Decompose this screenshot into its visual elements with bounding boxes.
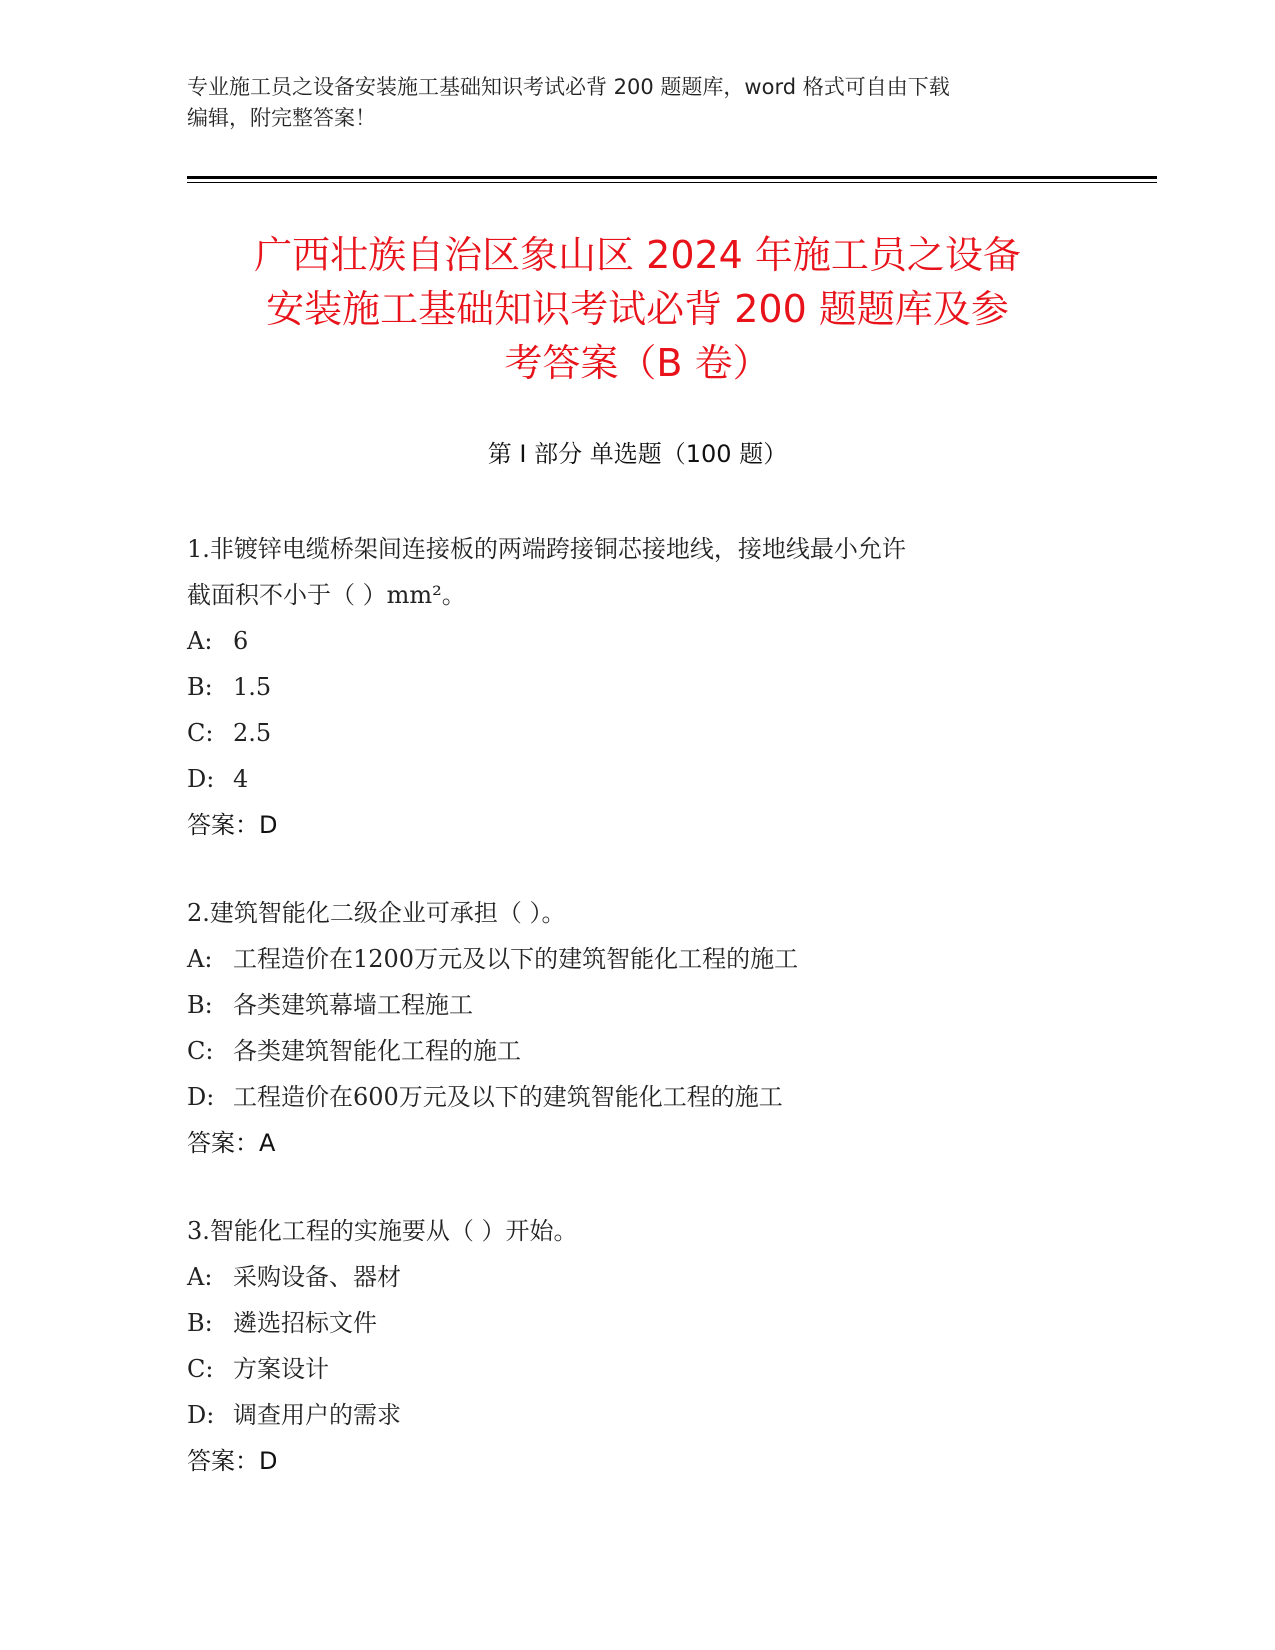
intro-line-2: 编辑，附完整答案！ [187, 106, 376, 130]
option-letter: C: [187, 719, 214, 747]
option-text: 4 [233, 765, 249, 793]
option-letter: C: [187, 1037, 214, 1065]
option-letter: D: [187, 1083, 215, 1111]
option-letter: A: [187, 1263, 213, 1291]
title-line-2: 安装施工基础知识考试必背 200 题题库及参 [266, 287, 1009, 331]
option-d [187, 1074, 1087, 1120]
option-b [187, 982, 1087, 1028]
option-a [187, 936, 1087, 982]
option-letter: C: [187, 1355, 214, 1383]
question-1 [187, 526, 1087, 848]
option-text: 1.5 [233, 673, 272, 701]
option-text: 遴选招标文件 [233, 1309, 377, 1337]
intro-line-1: 专业施工员之设备安装施工基础知识考试必背 200 题题库，word 格式可自由下载 [187, 75, 950, 99]
answer: 答案：A [187, 1129, 276, 1157]
option-text: 工程造价在600万元及以下的建筑智能化工程的施工 [233, 1083, 783, 1111]
question-stem [187, 526, 1087, 618]
question-stem-line-1: 2.建筑智能化二级企业可承担（ ）。 [187, 899, 566, 927]
option-letter: B: [187, 673, 213, 701]
option-d [187, 1392, 1087, 1438]
option-text: 各类建筑幕墙工程施工 [233, 991, 473, 1019]
option-a [187, 1254, 1087, 1300]
option-c [187, 1028, 1087, 1074]
document-title [160, 228, 1115, 390]
option-d [187, 756, 1087, 802]
answer: 答案：D [187, 1447, 278, 1475]
option-c [187, 1346, 1087, 1392]
option-letter: B: [187, 991, 213, 1019]
option-c [187, 710, 1087, 756]
option-letter: D: [187, 1401, 215, 1429]
option-letter: A: [187, 627, 213, 655]
header-rule-thick [187, 176, 1157, 179]
option-text: 采购设备、器材 [233, 1263, 401, 1291]
question-stem-line-2: 截面积不小于（ ）mm²。 [187, 581, 466, 609]
option-text: 6 [233, 627, 249, 655]
option-letter: D: [187, 765, 215, 793]
option-text: 工程造价在1200万元及以下的建筑智能化工程的施工 [233, 945, 799, 973]
header-rule-thin [187, 182, 1157, 183]
option-a [187, 618, 1087, 664]
question-stem-line-1: 3.智能化工程的实施要从（ ）开始。 [187, 1217, 578, 1245]
option-text: 调查用户的需求 [233, 1401, 401, 1429]
option-text: 方案设计 [233, 1355, 329, 1383]
option-b [187, 1300, 1087, 1346]
option-letter: B: [187, 1309, 213, 1337]
question-stem [187, 1208, 1087, 1254]
question-stem-line-1: 1.非镀锌电缆桥架间连接板的两端跨接铜芯接地线，接地线最小允许 [187, 535, 906, 563]
option-b [187, 664, 1087, 710]
section-heading: 第 I 部分 单选题（100 题） [487, 440, 788, 468]
answer: 答案：D [187, 811, 278, 839]
question-3 [187, 1208, 1087, 1484]
intro-text [187, 72, 1087, 134]
question-2 [187, 890, 1087, 1166]
option-letter: A: [187, 945, 213, 973]
option-text: 各类建筑智能化工程的施工 [233, 1037, 521, 1065]
option-text: 2.5 [233, 719, 272, 747]
title-line-3: 考答案（B 卷） [504, 341, 771, 385]
question-stem [187, 890, 1087, 936]
title-line-1: 广西壮族自治区象山区 2024 年施工员之设备 [254, 233, 1021, 277]
question-list [187, 526, 1087, 1526]
